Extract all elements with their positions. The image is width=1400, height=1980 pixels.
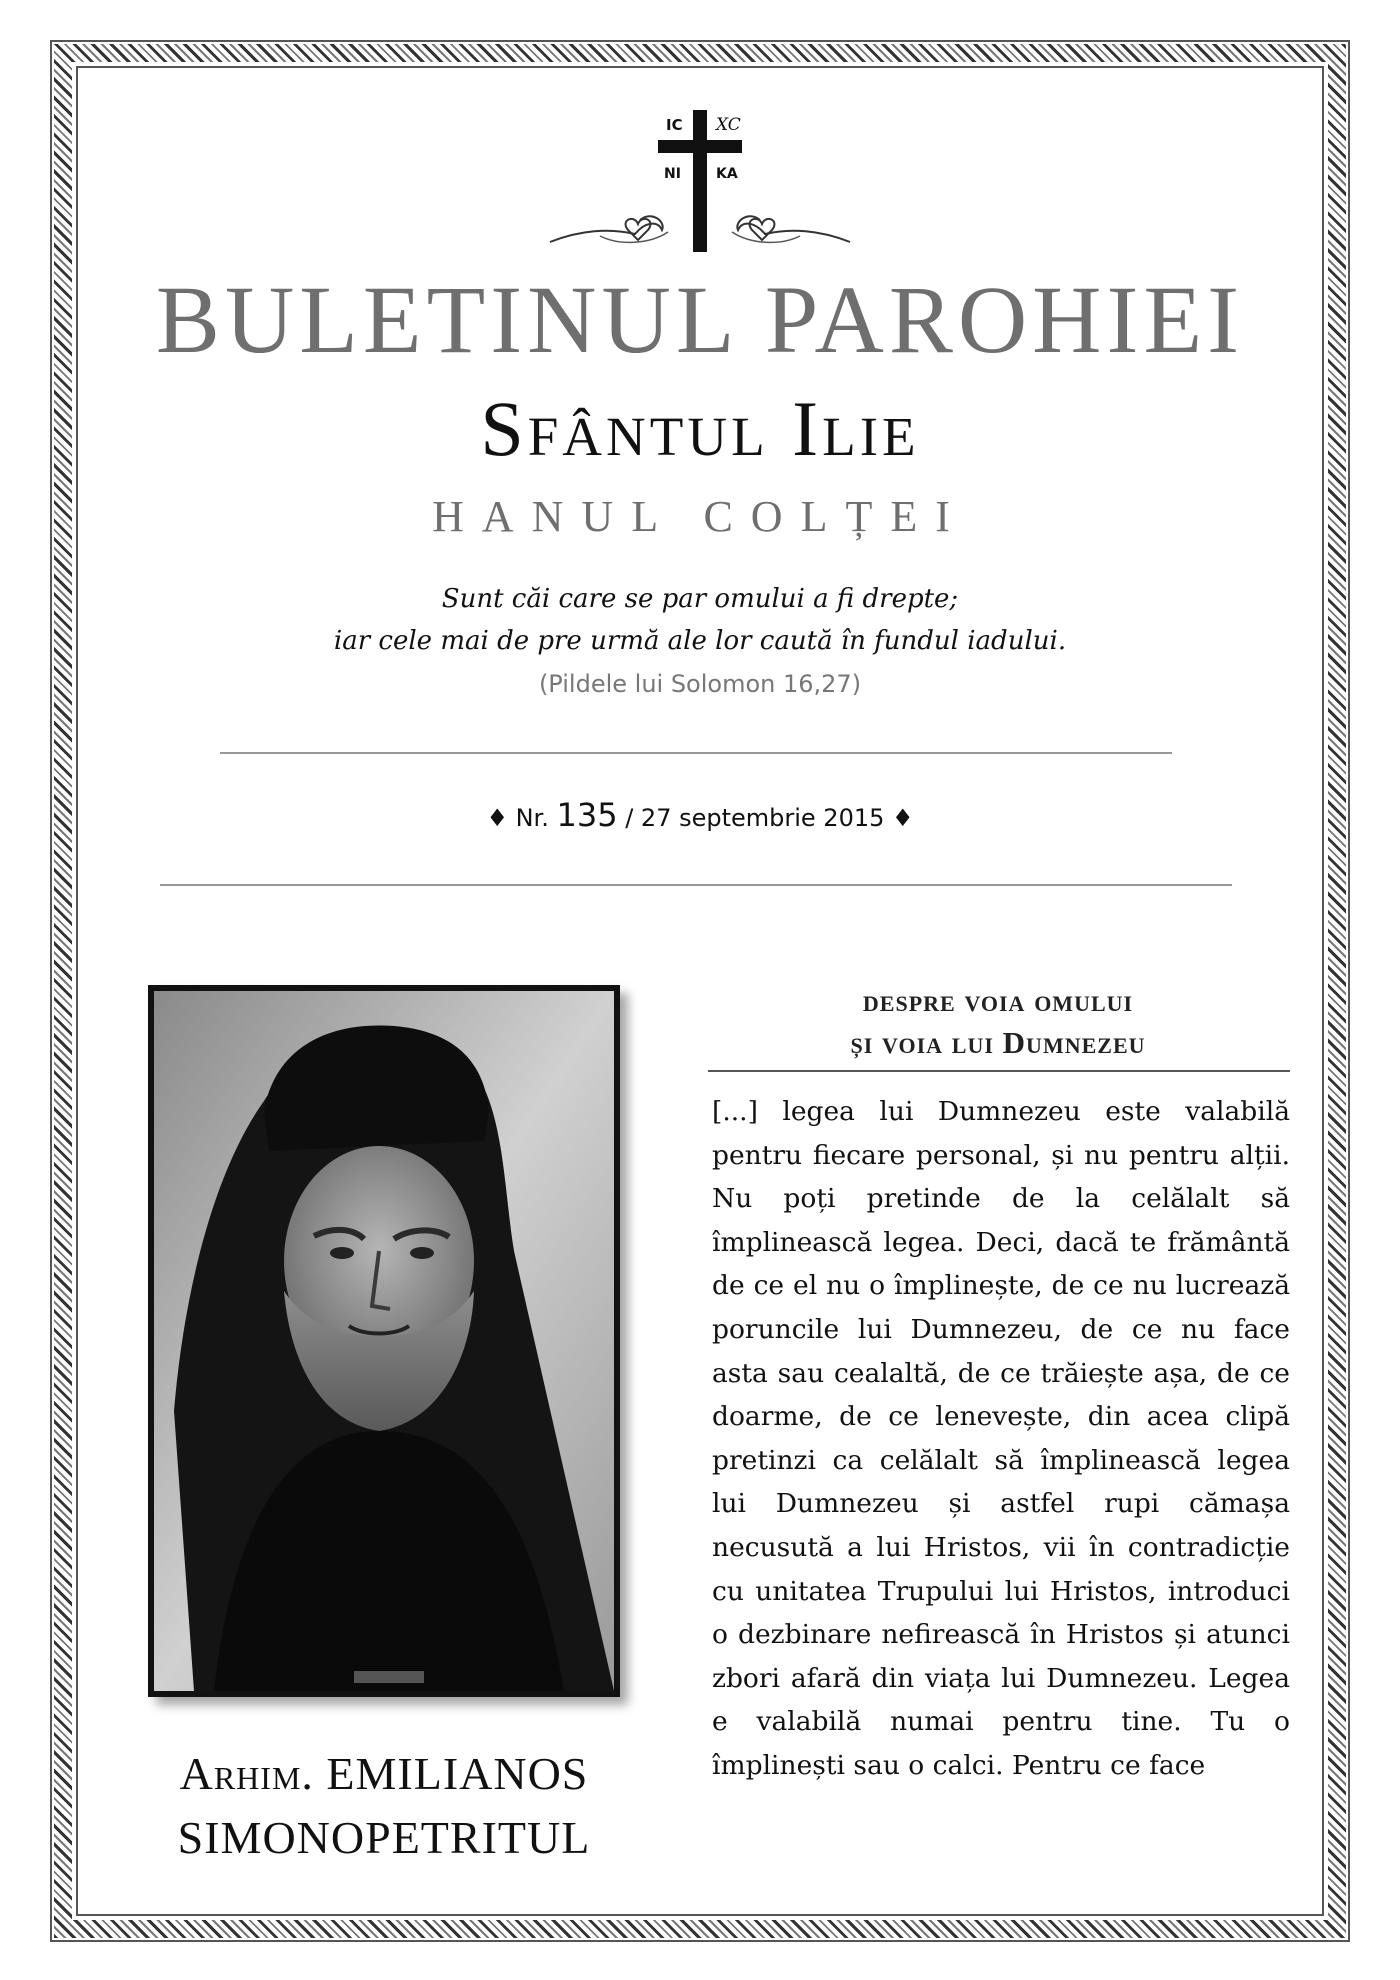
article-title xyxy=(706,980,1290,1064)
issue-line xyxy=(0,796,1400,834)
motto-line-1: Sunt căi care se par omului a fi drepte; xyxy=(441,584,959,614)
caption-line-2: SIMONOPETRITUL xyxy=(177,1812,591,1863)
divider-top xyxy=(220,752,1172,754)
issue-number: 135 xyxy=(556,796,618,834)
issue-date: / 27 septembrie 2015 ♦ xyxy=(625,804,914,832)
emblem-ni: NI xyxy=(664,166,681,182)
article-title-rule xyxy=(708,1070,1290,1072)
parish-name: Sfântul Ilie xyxy=(480,385,920,472)
divider-bottom xyxy=(160,884,1232,886)
parish-place: HANUL COLȚEI xyxy=(432,492,968,541)
article-body: [...] legea lui Dumnezeu este valabilă pentru fiecare personal, și nu pentru alții. Nu poți pretinde de la celălalt să împlinească legea. Deci, dacă te frământă de ce el nu o împlinește, de ce nu lucrează poruncile lui Dumnezeu, de ce nu face asta sau cealaltă, de ce trăiește așa, de ce doarme, de ce lenevește, din acea clipă pretinzi ca celălalt să împlinească legea lui Dumnezeu și astfel rupi cămașa necusută a lui Hristos, vii în contradicție cu unitatea Trupului lui Hristos, introduci o dezbinare nefirească în Hristos și atunci zbori afară din viața lui Dumnezeu. Legea e valabilă numai pentru tine. Tu o împlinești sau o calci. Pentru ce face xyxy=(712,1096,1290,1781)
portrait-image xyxy=(154,991,614,1691)
emblem-ic: IC xyxy=(666,116,683,134)
article-title-line-2: și voia lui Dumnezeu xyxy=(850,1025,1146,1060)
caption-line-1 xyxy=(100,1742,668,1806)
portrait-photo xyxy=(148,985,620,1697)
motto-line-2: iar cele mai de pre urmă ale lor caută în fundul iadului. xyxy=(333,626,1067,656)
bulletin-title: BULETINUL PAROHIEI xyxy=(155,266,1245,373)
article-title-line-1: despre voia omului xyxy=(862,983,1134,1018)
motto-reference: (Pildele lui Solomon 16,27) xyxy=(538,670,862,698)
emblem-ka: KA xyxy=(716,166,738,182)
issue-prefix: ♦ Nr. xyxy=(486,804,549,832)
caption-name: EMILIANOS xyxy=(326,1748,589,1799)
emblem-xc: XC xyxy=(716,115,741,135)
portrait-caption xyxy=(100,1742,668,1870)
cross-emblem-icon xyxy=(540,110,860,260)
caption-title: Arhim. xyxy=(179,1748,314,1799)
motto-quote xyxy=(0,578,1400,662)
